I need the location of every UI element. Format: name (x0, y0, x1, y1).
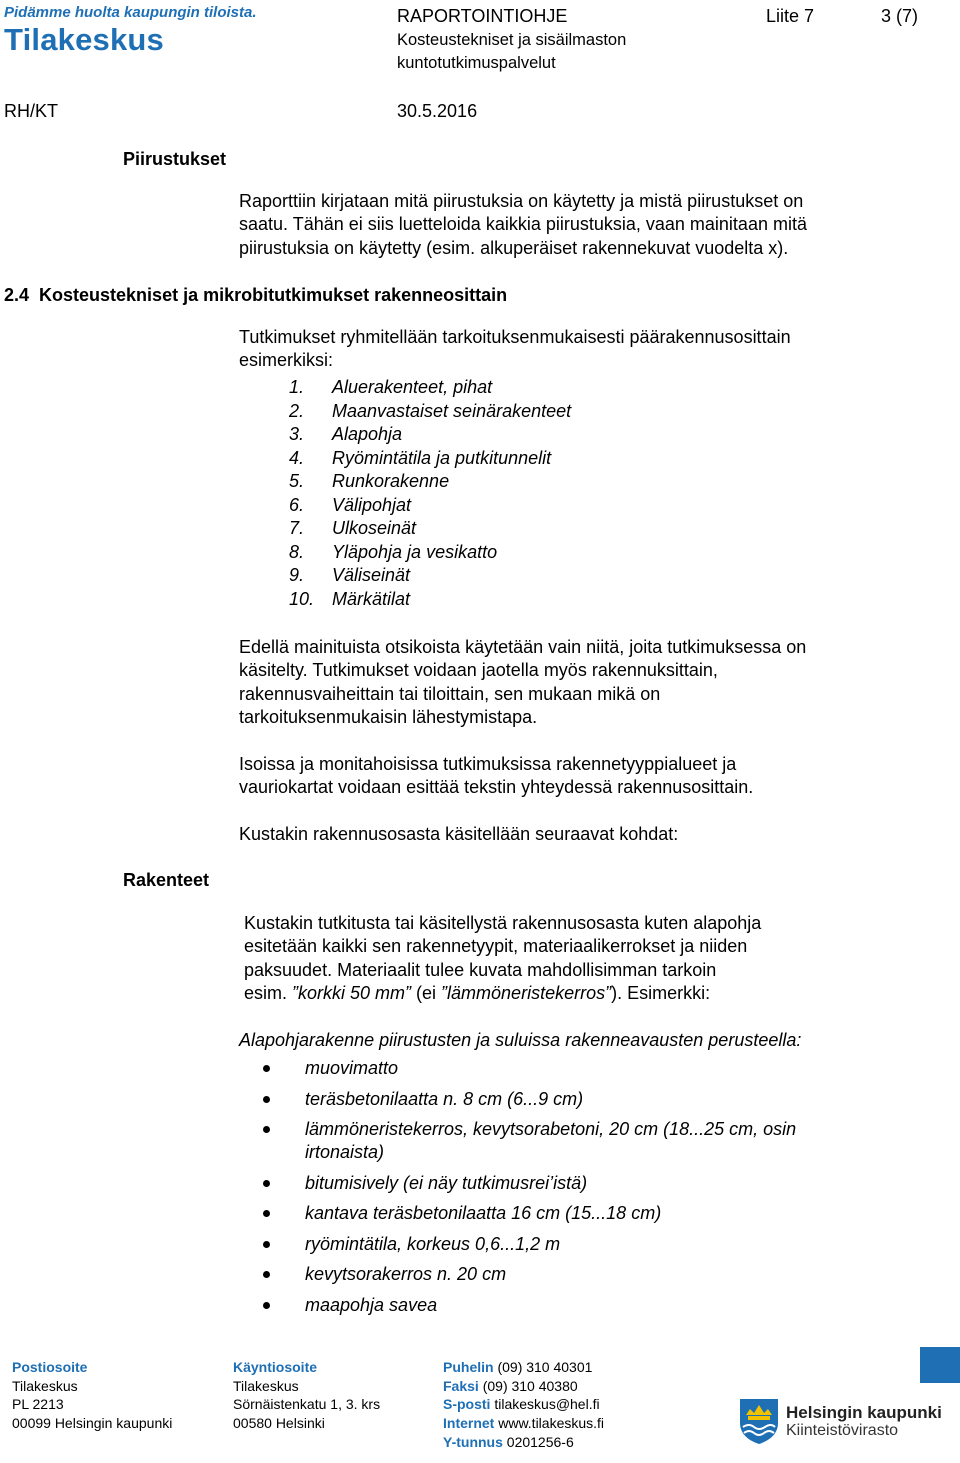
list-item (289, 423, 571, 447)
bullet-icon (263, 1065, 270, 1072)
bullet-icon (263, 1126, 270, 1133)
footer-brand-band (920, 1347, 960, 1383)
list-item-number: 10. (289, 588, 315, 609)
list-item (263, 1263, 903, 1286)
list-item-text: kevytsorakerros n. 20 cm (305, 1264, 507, 1284)
list-item-text: Yläpohja ja vesikatto (332, 541, 498, 562)
paragraph-line: käsitelty. Tutkimukset voidaan jaotella myös rakennuksittain, (239, 660, 718, 681)
footer-heading: Käyntiosoite (233, 1359, 318, 1375)
paragraph-line: Raporttiin kirjataan mitä piirustuksia on käytetty ja mistä piirustukset on (239, 191, 804, 211)
list-item (289, 376, 571, 400)
list-item (289, 564, 571, 588)
footer-postal-address (12, 1358, 172, 1433)
paragraph-line: esitetään kaikki sen rakennetyypit, materiaalikerrokset ja niiden (244, 936, 748, 957)
tilakeskus-logo: Tilakeskus (4, 22, 164, 57)
list-item-text: Runkorakenne (332, 471, 450, 491)
list-item-text: Märkätilat (332, 588, 411, 609)
contact-value: 0201256-6 (506, 1433, 574, 1450)
list-item-number: 4. (289, 447, 305, 468)
list-item (289, 400, 571, 424)
building-parts-list (289, 376, 571, 611)
bullet-icon (263, 1096, 270, 1103)
list-item-text: maapohja savea (305, 1294, 438, 1315)
footer-contact-fax (443, 1377, 604, 1396)
footer-contact (443, 1358, 604, 1452)
list-item (263, 1294, 903, 1317)
example-term: ”lämmöneristekerros” (441, 982, 612, 1003)
footer-line: Tilakeskus (233, 1377, 299, 1394)
line-text: esim. (244, 982, 293, 1003)
list-item-number: 8. (289, 541, 305, 562)
paragraph-line: Edellä mainituista otsikoista käytetään vain niitä, joita tutkimuksessa on (239, 637, 807, 657)
bullet-icon (263, 1241, 270, 1248)
contact-value: tilakeskus@hel.fi (494, 1396, 600, 1413)
list-item-text: ryömintätila, korkeus 0,6...1,2 m (305, 1233, 561, 1254)
author-initials: RH/KT (4, 101, 58, 121)
paragraph-line: saatu. Tähän ei siis luetteloida kaikkia piirustuksia, vaan mainitaan mitä (239, 214, 807, 235)
footer-contact-business-id (443, 1433, 604, 1452)
section-2-4-intro (239, 326, 791, 373)
list-item (263, 1233, 903, 1256)
list-item (263, 1172, 903, 1195)
list-item-text: Välipohjat (332, 494, 412, 515)
contact-label: Puhelin (443, 1359, 494, 1375)
list-item (289, 517, 571, 541)
contact-value: www.tilakeskus.fi (498, 1415, 605, 1432)
bullet-icon (263, 1271, 270, 1278)
contact-label: S-posti (443, 1396, 491, 1413)
bullet-icon (263, 1302, 270, 1309)
list-item-number: 6. (289, 494, 305, 515)
section-2-4-paragraph-1 (239, 636, 806, 729)
doc-subtitle-line2: kuntotutkimuspalvelut (397, 54, 556, 72)
footer-line: 00099 Helsingin kaupunki (12, 1415, 173, 1432)
list-item-text: Ulkoseinät (332, 518, 417, 538)
list-item (289, 541, 571, 565)
paragraph-line: esimerkiksi: (239, 350, 334, 371)
list-item-number: 7. (289, 518, 305, 538)
footer-line: Sörnäistenkatu 1, 3. krs (233, 1396, 381, 1413)
list-item (289, 588, 571, 612)
footer-visit-address (233, 1358, 380, 1433)
footer-line: PL 2213 (12, 1396, 64, 1413)
doc-date: 30.5.2016 (397, 101, 478, 121)
rakenteet-paragraph (244, 912, 761, 1005)
list-item (289, 494, 571, 518)
list-item-text: Alapohja (332, 424, 403, 444)
list-item (289, 470, 571, 494)
list-item-text: kantava teräsbetonilaatta 16 cm (15...18 cm) (305, 1203, 662, 1223)
list-item-text: Maanvastaiset seinärakenteet (332, 400, 572, 421)
list-item-text: Väliseinät (332, 565, 411, 585)
city-name: Helsingin kaupunki (786, 1403, 942, 1422)
doc-type: RAPORTOINTIOHJE (397, 6, 568, 26)
section-heading-rakenteet: Rakenteet (123, 870, 210, 890)
list-item-text: Aluerakenteet, pihat (332, 377, 493, 397)
section-2-4-paragraph-2 (239, 753, 753, 800)
example-term: ”korkki 50 mm” (292, 982, 412, 1003)
footer-line: Tilakeskus (12, 1377, 78, 1394)
section-2-4-paragraph-3: Kustakin rakennusosasta käsitellään seuraavat kohdat: (239, 824, 679, 844)
list-item-number: 5. (289, 471, 305, 491)
list-item (263, 1118, 863, 1164)
contact-label: Internet (443, 1415, 495, 1432)
contact-label: Faksi (443, 1377, 479, 1394)
list-item-text: muovimatto (305, 1058, 399, 1078)
contact-value: (09) 310 40380 (482, 1377, 578, 1394)
list-item (263, 1202, 903, 1225)
line-text: ). Esimerkki: (611, 982, 711, 1003)
piirustukset-paragraph (239, 190, 807, 260)
paragraph-line: vauriokartat voidaan esittää tekstin yhteydessä rakennusosittain. (239, 777, 754, 798)
line-text: (ei (411, 982, 442, 1003)
list-item-text: Ryömintätila ja putkitunnelit (332, 447, 552, 468)
footer-line: 00580 Helsinki (233, 1415, 325, 1432)
footer-contact-phone (443, 1358, 604, 1377)
helsinki-crest-icon (738, 1397, 780, 1445)
list-item-text: teräsbetonilaatta n. 8 cm (6...9 cm) (305, 1088, 584, 1109)
example-title: Alapohjarakenne piirustusten ja suluissa rakenneavausten perusteella: (239, 1030, 802, 1050)
section-heading-piirustukset: Piirustukset (123, 149, 227, 169)
list-item-number: 3. (289, 424, 305, 444)
doc-subtitle-line1: Kosteustekniset ja sisäilmaston (397, 31, 627, 49)
list-item-number: 1. (289, 377, 305, 397)
paragraph-line: Kustakin tutkitusta tai käsitellystä rakennusosasta kuten alapohja (244, 913, 762, 933)
section-heading-2-4: 2.4 Kosteustekniset ja mikrobitutkimukset rakenneosittain (4, 285, 508, 305)
contact-label: Y-tunnus (443, 1433, 503, 1450)
city-department: Kiinteistövirasto (786, 1422, 899, 1439)
structure-layers-list (263, 1057, 903, 1324)
contact-value: (09) 310 40301 (497, 1359, 593, 1375)
paragraph-line: tarkoituksenmukaisin lähestymistapa. (239, 706, 538, 727)
paragraph-line: Isoissa ja monitahoisissa tutkimuksissa rakennetyyppialueet ja (239, 754, 737, 774)
paragraph-line (244, 982, 761, 1005)
bullet-icon (263, 1210, 270, 1217)
footer-contact-web (443, 1414, 604, 1433)
bullet-icon (263, 1180, 270, 1187)
attachment-label: Liite 7 (766, 6, 815, 26)
list-item-text: bitumisively (ei näy tutkimusrei’istä) (305, 1172, 588, 1193)
footer-contact-email (443, 1395, 604, 1414)
list-item (263, 1057, 903, 1080)
paragraph-line: piirustuksia on käytetty (esim. alkuperäiset rakennekuvat vuodelta x). (239, 237, 789, 258)
footer-heading: Postiosoite (12, 1359, 88, 1375)
header-tagline: Pidämme huolta kaupungin tiloista. (4, 4, 257, 21)
paragraph-line: paksuudet. Materiaalit tulee kuvata mahdollisimman tarkoin (244, 959, 717, 980)
list-item (263, 1088, 903, 1111)
list-item (289, 447, 571, 471)
page-number: 3 (7) (881, 6, 919, 26)
list-item-number: 2. (289, 400, 305, 421)
list-item-number: 9. (289, 565, 305, 585)
list-item-text: lämmöneristekerros, kevytsorabetoni, 20 cm (18...25 cm, osin irtonaista) (305, 1119, 797, 1162)
paragraph-line: Tutkimukset ryhmitellään tarkoituksenmukaisesti päärakennusosittain (239, 327, 791, 347)
paragraph-line: rakennusvaiheittain tai tiloittain, sen mukaan mikä on (239, 683, 661, 704)
